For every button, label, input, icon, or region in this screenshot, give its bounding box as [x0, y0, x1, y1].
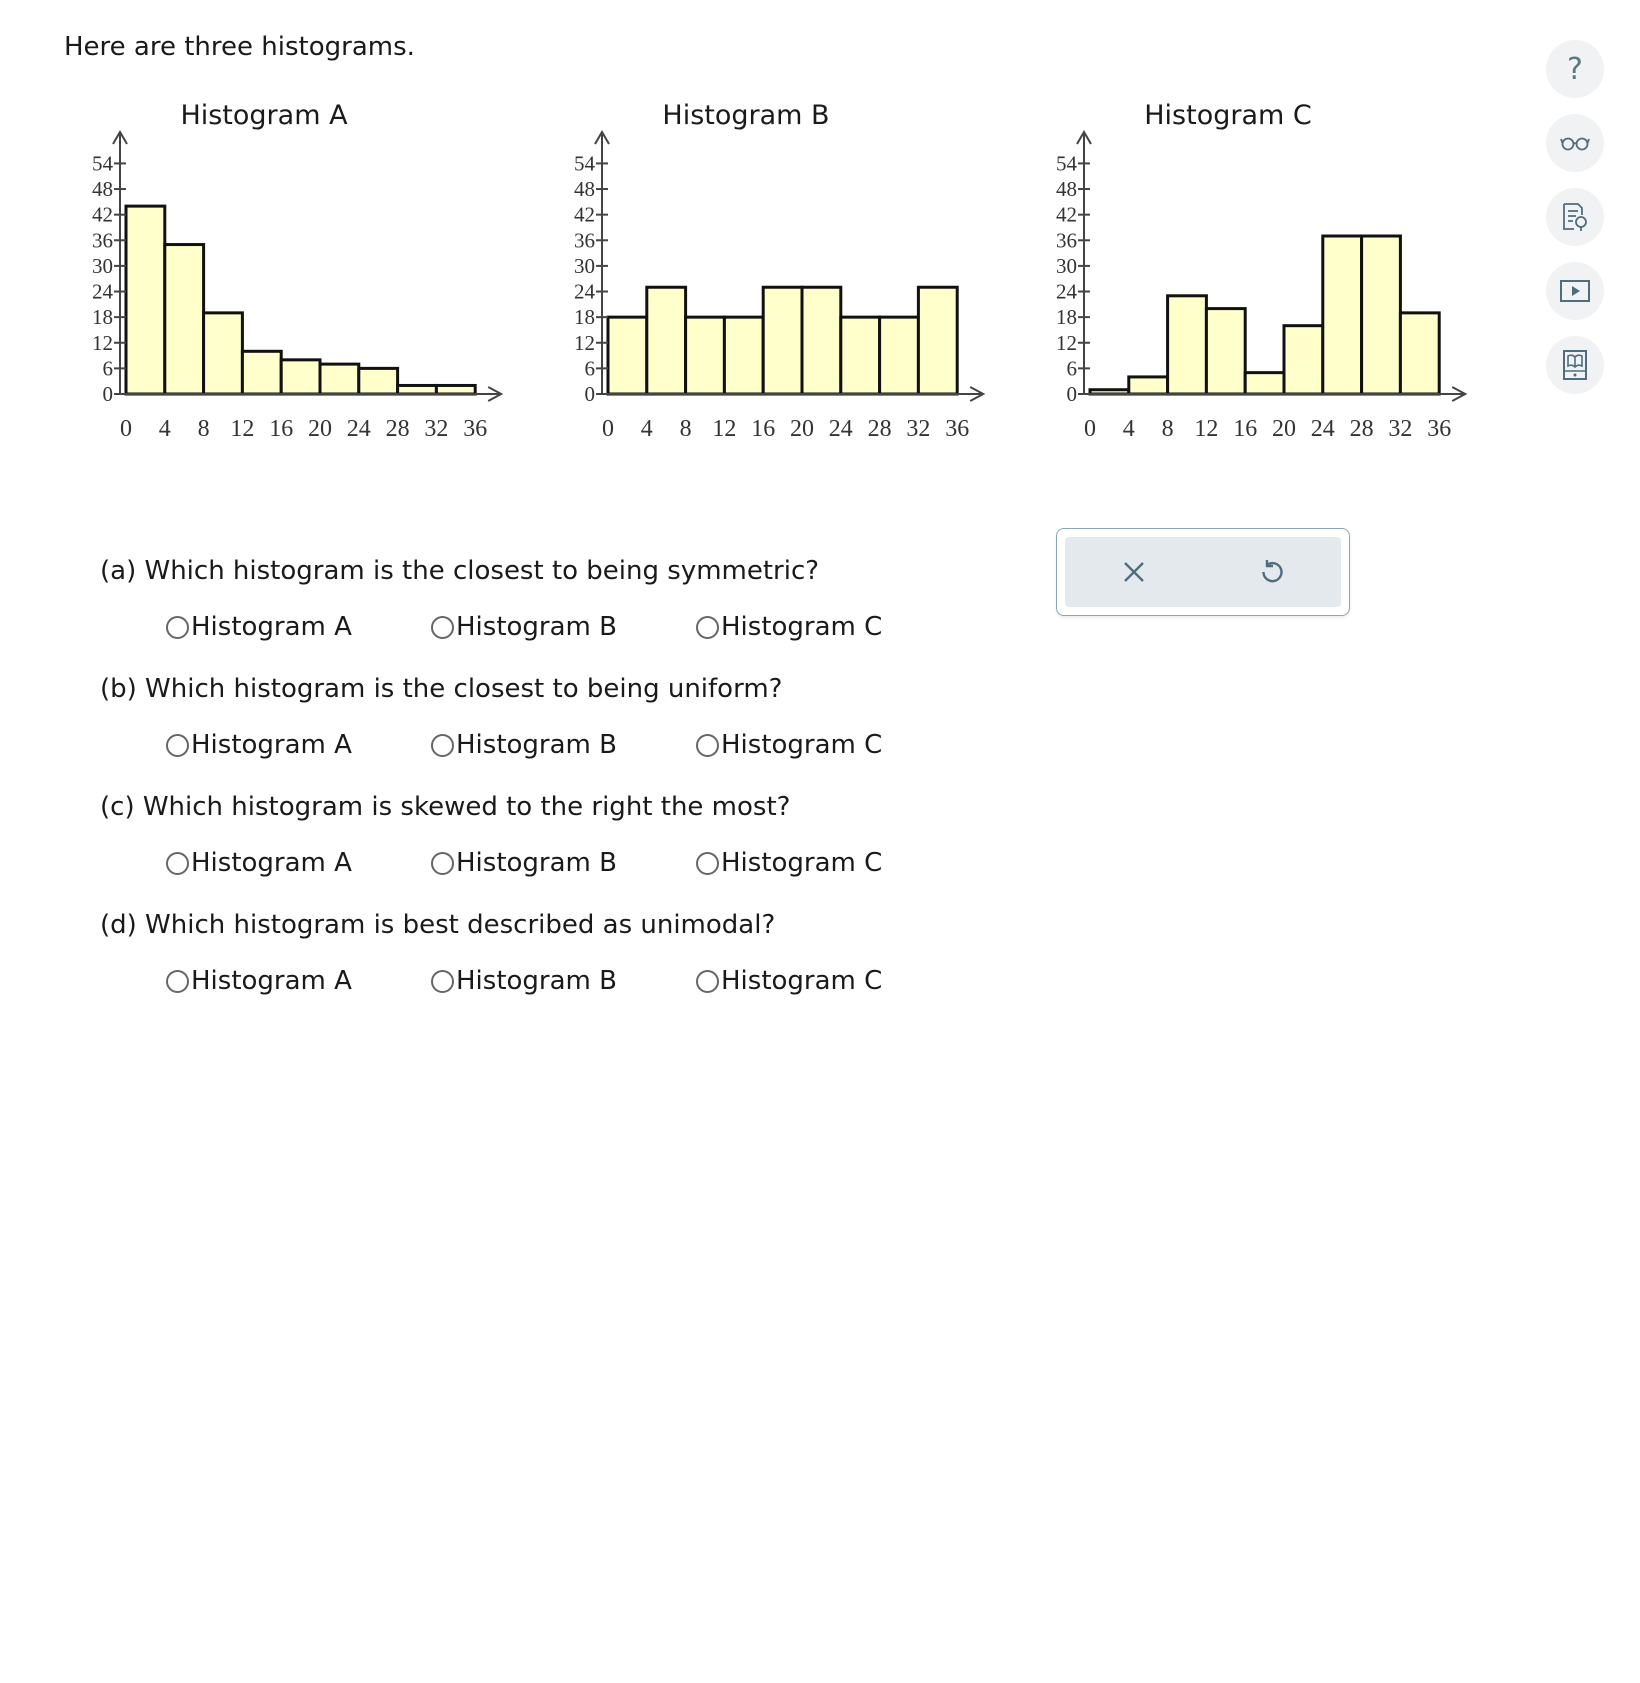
undo-icon: [1258, 557, 1286, 587]
histogram-bar: [802, 287, 841, 394]
histogram-b-svg: [546, 100, 1026, 500]
answer-actions: [1056, 528, 1350, 616]
y-tick-label: 12: [1056, 330, 1077, 355]
answer-actions-inner: [1065, 537, 1341, 607]
x-tick-label: 36: [463, 416, 488, 442]
radio-button[interactable]: [696, 616, 719, 639]
undo-button[interactable]: [1242, 542, 1302, 602]
question-b-option-b[interactable]: [431, 730, 696, 760]
histogram-bar: [126, 206, 165, 394]
histogram-bar: [398, 385, 437, 394]
question-d-text: (d) Which histogram is best described as unimodal?: [100, 910, 776, 940]
option-label: Histogram B: [456, 612, 617, 642]
question-a-text: (a) Which histogram is the closest to being symmetric?: [100, 556, 820, 586]
x-tick-label: 24: [346, 416, 371, 442]
x-tick-label: 20: [790, 416, 814, 442]
histogram-bar: [165, 245, 204, 394]
question-c-option-b[interactable]: [431, 848, 696, 878]
x-tick-label: 24: [828, 416, 853, 442]
x-tick-label: 36: [945, 416, 970, 442]
y-tick-label: 42: [1056, 202, 1077, 227]
x-tick-label: 28: [385, 416, 410, 442]
option-label: Histogram B: [456, 966, 617, 996]
glasses-button[interactable]: [1546, 114, 1604, 172]
y-tick-label: 12: [92, 330, 113, 355]
histogram-bar: [763, 287, 802, 394]
textbook-icon: [1561, 349, 1589, 381]
x-tick-label: 36: [1427, 416, 1452, 442]
x-tick-label: 4: [1122, 416, 1135, 442]
option-label: Histogram B: [456, 848, 617, 878]
hint-button[interactable]: [1546, 188, 1604, 246]
histogram-bar: [359, 368, 398, 394]
help-icon: ?: [1567, 51, 1583, 87]
question-c: [100, 788, 1000, 906]
option-label: Histogram B: [456, 730, 617, 760]
question-d-options: [100, 944, 1000, 1024]
histogram-bar: [841, 317, 880, 394]
chart-title: Histogram C: [1144, 100, 1312, 131]
histogram-bar: [436, 385, 475, 394]
question-d-option-b[interactable]: [431, 966, 696, 996]
histogram-a: [64, 100, 544, 500]
tools-sidebar: [1546, 40, 1604, 410]
x-tick-label: 0: [120, 416, 132, 442]
x-tick-label: 16: [269, 416, 294, 442]
y-tick-label: 0: [1066, 382, 1077, 406]
question-b-option-c[interactable]: [696, 730, 961, 760]
y-tick-label: 54: [1056, 151, 1077, 176]
x-tick-label: 20: [308, 416, 332, 442]
x-tick-label: 8: [679, 416, 692, 442]
y-tick-label: 30: [574, 253, 595, 278]
histogram-bar: [880, 317, 919, 394]
option-label: Histogram C: [721, 730, 883, 760]
question-a: [100, 552, 1000, 670]
y-tick-label: 6: [1066, 356, 1077, 381]
histogram-bar: [1245, 373, 1284, 394]
y-tick-label: 42: [574, 202, 595, 227]
histogram-bar: [1400, 313, 1439, 394]
question-a-option-c[interactable]: [696, 612, 961, 642]
question-a-option-a[interactable]: [166, 612, 431, 642]
option-label: Histogram C: [721, 966, 883, 996]
radio-button[interactable]: [166, 970, 189, 993]
close-icon: [1121, 559, 1147, 585]
video-button[interactable]: [1546, 262, 1604, 320]
radio-button[interactable]: [166, 852, 189, 875]
question-b-option-a[interactable]: [166, 730, 431, 760]
y-tick-label: 18: [92, 305, 113, 330]
option-label: Histogram A: [191, 966, 352, 996]
question-d: [100, 906, 1000, 1024]
y-tick-label: 24: [574, 279, 595, 304]
x-tick-label: 20: [1272, 416, 1296, 442]
x-tick-label: 28: [1349, 416, 1374, 442]
option-label: Histogram A: [191, 730, 352, 760]
question-d-option-a[interactable]: [166, 966, 431, 996]
x-tick-label: 16: [1233, 416, 1258, 442]
x-tick-label: 0: [1084, 416, 1096, 442]
y-tick-label: 6: [102, 356, 113, 381]
y-tick-label: 36: [92, 228, 113, 253]
x-tick-label: 32: [1388, 416, 1413, 442]
textbook-button[interactable]: [1546, 336, 1604, 394]
question-c-options: [100, 826, 1000, 906]
y-tick-label: 18: [574, 305, 595, 330]
hint-document-icon: [1560, 201, 1590, 233]
histogram-bar: [608, 317, 647, 394]
x-tick-label: 24: [1310, 416, 1335, 442]
x-tick-label: 4: [640, 416, 653, 442]
radio-button[interactable]: [166, 616, 189, 639]
chart-title: Histogram B: [662, 100, 830, 131]
video-icon: [1559, 279, 1591, 303]
questions-list: [100, 552, 1000, 1024]
histograms-area: [0, 0, 1640, 520]
x-tick-label: 32: [906, 416, 931, 442]
x-tick-label: 32: [424, 416, 449, 442]
histogram-bar: [1323, 236, 1362, 394]
option-label: Histogram A: [191, 848, 352, 878]
radio-button[interactable]: [696, 852, 719, 875]
x-tick-label: 8: [1161, 416, 1174, 442]
histogram-bar: [1129, 377, 1168, 394]
y-tick-label: 24: [92, 279, 113, 304]
radio-button[interactable]: [166, 734, 189, 757]
histogram-bar: [1168, 296, 1207, 394]
x-tick-label: 12: [1194, 416, 1219, 442]
histogram-c-svg: [1028, 100, 1508, 500]
histogram-bar: [281, 360, 320, 394]
radio-button[interactable]: [431, 852, 454, 875]
radio-button[interactable]: [431, 734, 454, 757]
y-tick-label: 48: [1056, 177, 1077, 202]
y-tick-label: 12: [574, 330, 595, 355]
y-tick-label: 48: [574, 177, 595, 202]
radio-button[interactable]: [696, 734, 719, 757]
histogram-bar: [320, 364, 359, 394]
help-button[interactable]: [1546, 40, 1604, 98]
histogram-a-svg: [64, 100, 544, 500]
option-label: Histogram C: [721, 612, 883, 642]
histogram-bar: [647, 287, 686, 394]
y-tick-label: 0: [102, 382, 113, 406]
question-a-option-b[interactable]: [431, 612, 696, 642]
x-tick-label: 28: [867, 416, 892, 442]
histogram-bar: [918, 287, 957, 394]
histogram-c: [1028, 100, 1508, 500]
y-tick-label: 30: [1056, 253, 1077, 278]
y-tick-label: 42: [92, 202, 113, 227]
y-tick-label: 54: [574, 151, 595, 176]
question-b-options: [100, 708, 1000, 788]
radio-button[interactable]: [431, 616, 454, 639]
question-b-text: (b) Which histogram is the closest to being uniform?: [100, 674, 783, 704]
histogram-bar: [686, 317, 725, 394]
glasses-icon: [1560, 134, 1590, 152]
x-tick-label: 16: [751, 416, 776, 442]
question-a-options: [100, 590, 1000, 670]
histogram-bar: [1362, 236, 1401, 394]
question-c-option-a[interactable]: [166, 848, 431, 878]
question-d-option-c[interactable]: [696, 966, 961, 996]
question-c-text: (c) Which histogram is skewed to the right the most?: [100, 792, 791, 822]
y-tick-label: 0: [584, 382, 595, 406]
x-tick-label: 0: [602, 416, 614, 442]
y-tick-label: 36: [1056, 228, 1077, 253]
option-label: Histogram A: [191, 612, 352, 642]
question-c-option-c[interactable]: [696, 848, 961, 878]
x-tick-label: 4: [158, 416, 171, 442]
histogram-bar: [204, 313, 243, 394]
chart-title: Histogram A: [180, 100, 348, 131]
radio-button[interactable]: [696, 970, 719, 993]
y-tick-label: 18: [1056, 305, 1077, 330]
y-tick-label: 24: [1056, 279, 1077, 304]
histogram-bar: [724, 317, 763, 394]
x-tick-label: 12: [712, 416, 737, 442]
clear-button[interactable]: [1104, 542, 1164, 602]
radio-button[interactable]: [431, 970, 454, 993]
option-label: Histogram C: [721, 848, 883, 878]
y-tick-label: 36: [574, 228, 595, 253]
y-tick-label: 48: [92, 177, 113, 202]
x-tick-label: 8: [197, 416, 210, 442]
histogram-bar: [1284, 326, 1323, 394]
x-tick-label: 12: [230, 416, 255, 442]
histogram-b: [546, 100, 1026, 500]
histogram-bar: [1206, 309, 1245, 394]
y-tick-label: 54: [92, 151, 113, 176]
question-b: [100, 670, 1000, 788]
histogram-bar: [242, 351, 281, 394]
intro-text: Here are three histograms.: [64, 32, 415, 62]
y-tick-label: 6: [584, 356, 595, 381]
y-tick-label: 30: [92, 253, 113, 278]
